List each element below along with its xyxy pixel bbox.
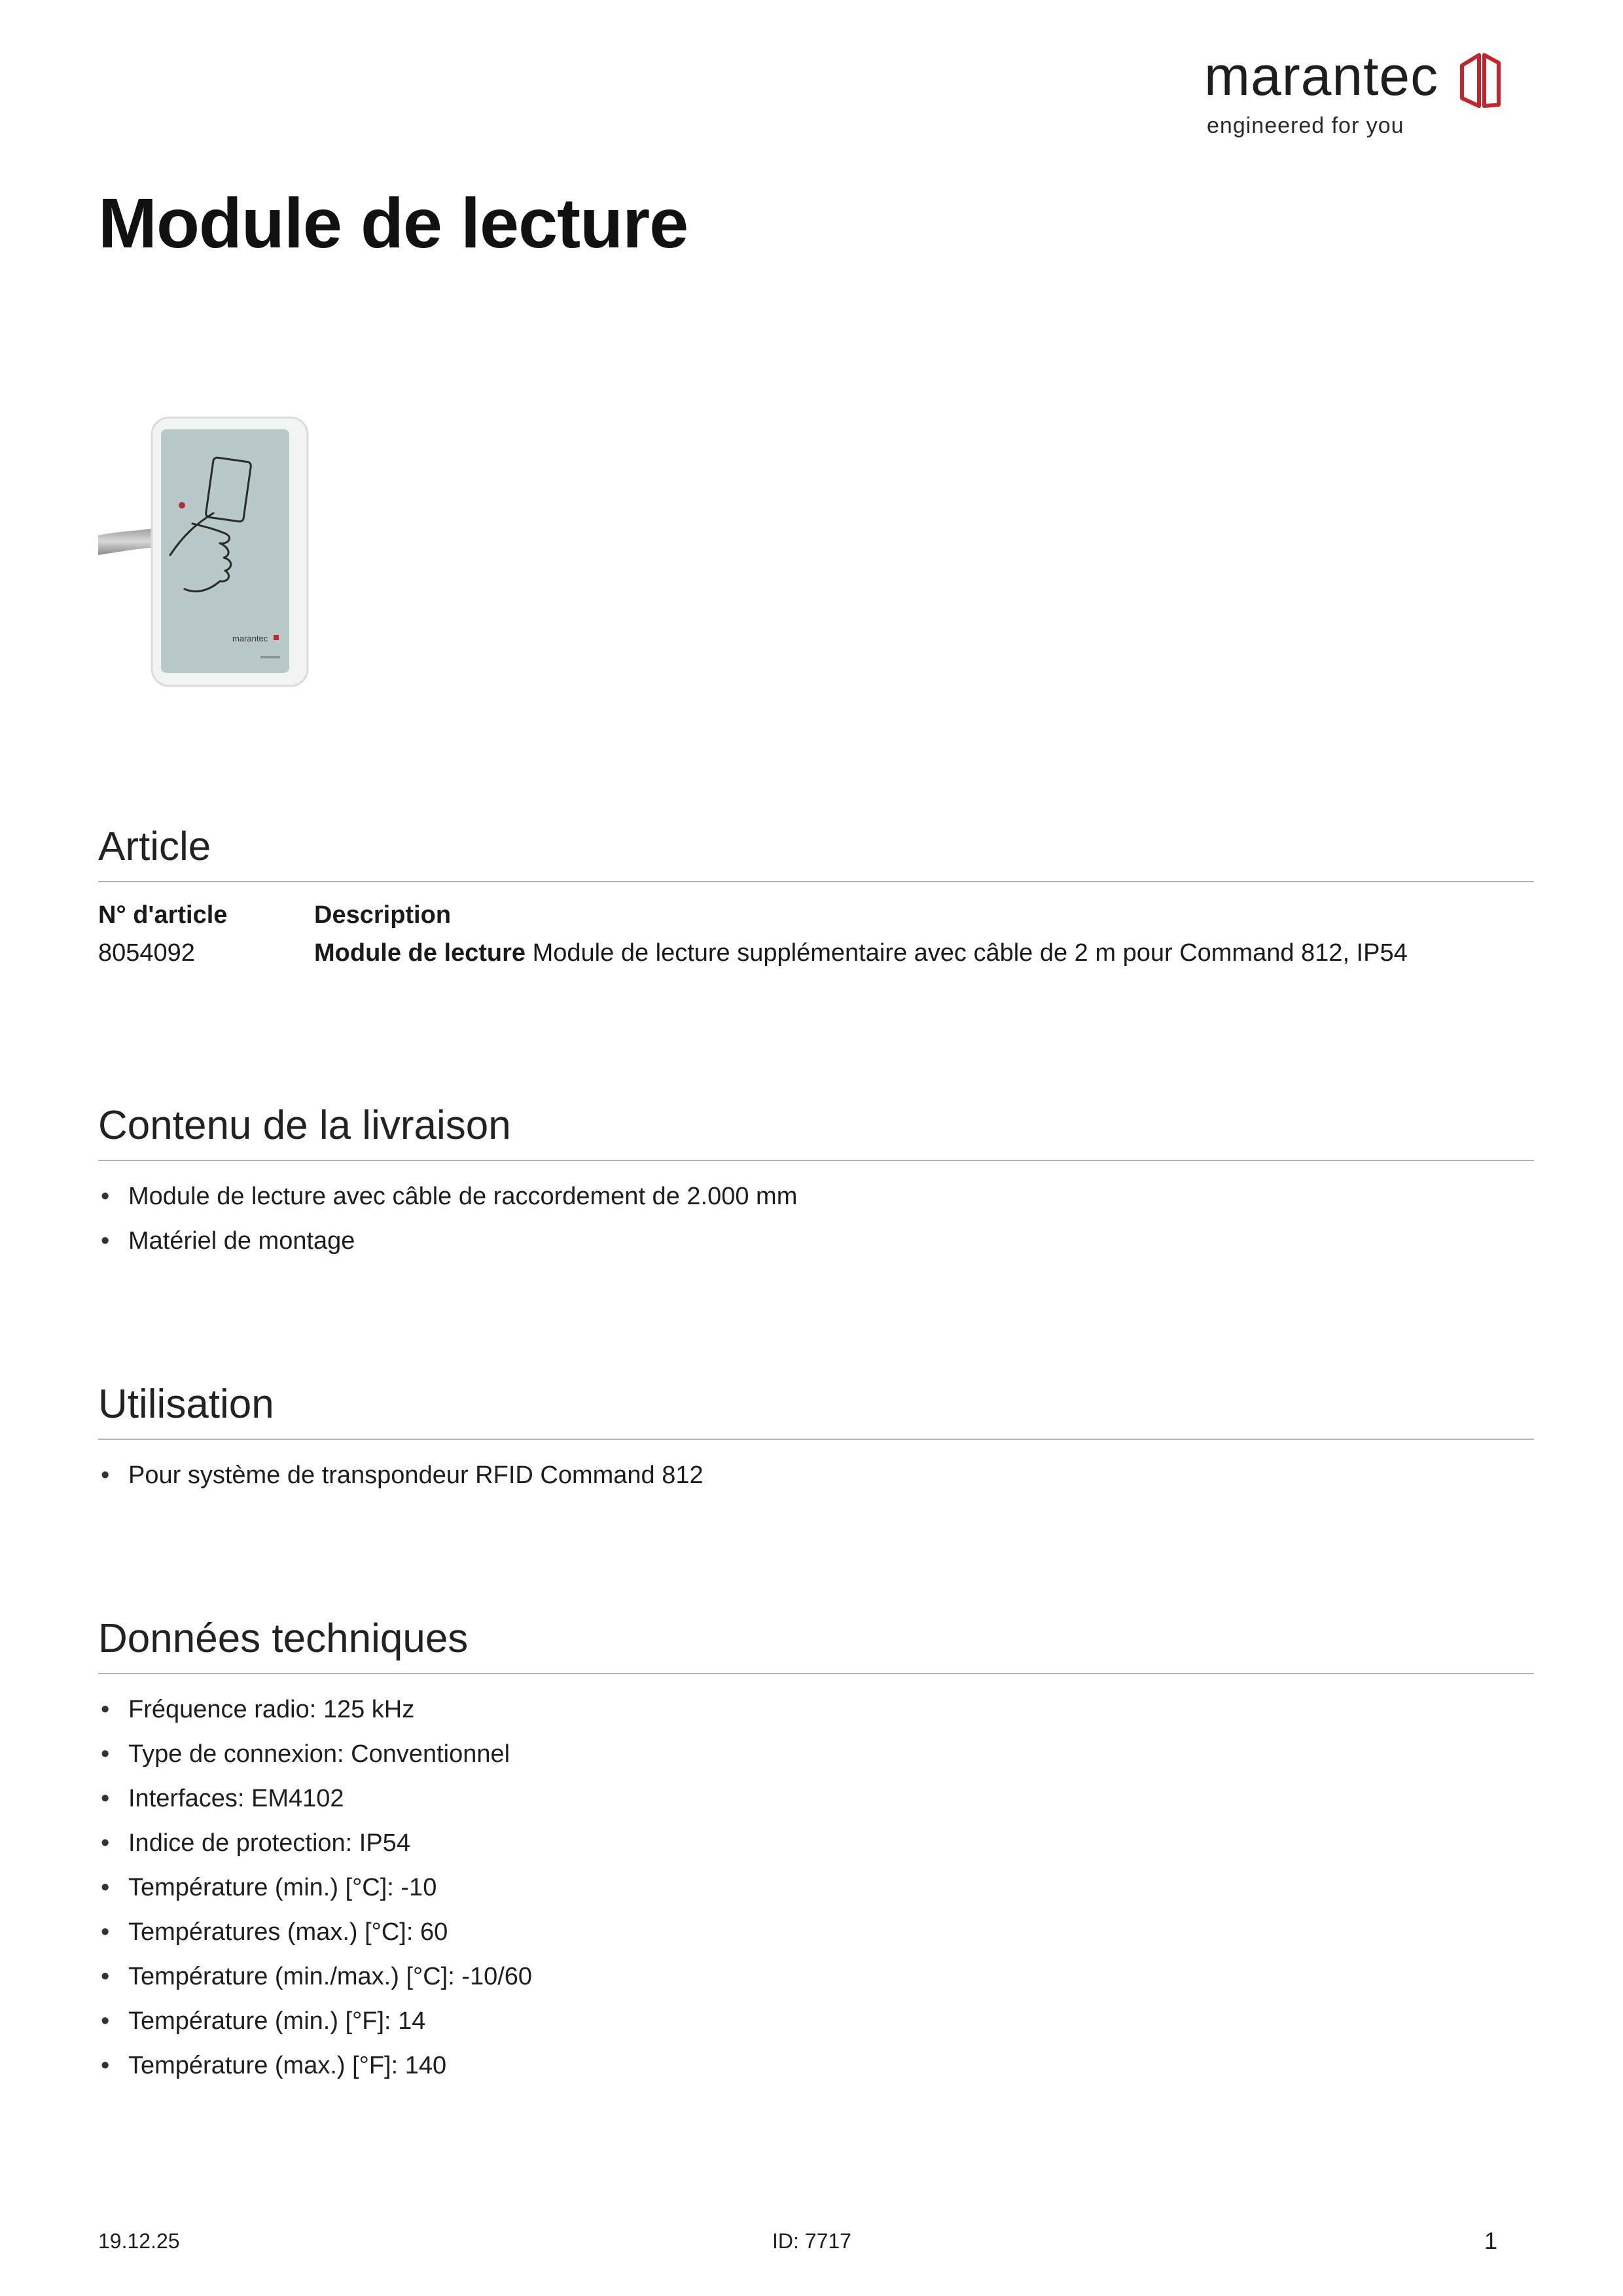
delivery-list [98,1174,1534,1263]
list-item: • Température (max.) [°F]: 140 [98,2043,1534,2088]
footer-date: 19.12.25 [98,2229,180,2253]
page-title: Module de lecture [98,183,688,262]
list-item: • Température (min.) [°C]: -10 [98,1865,1534,1910]
article-description-name: Module de lecture [314,939,526,967]
brand-name: marantec [1204,45,1439,107]
usage-heading: Utilisation [98,1382,274,1427]
article-table [98,897,1534,973]
delivery-section [98,1101,1534,1263]
list-item: • Températures (max.) [°C]: 60 [98,1910,1534,1954]
table-row [98,935,1534,973]
technical-section [98,1614,1534,2088]
list-item: • Interfaces: EM4102 [98,1776,1534,1821]
reader-module-illustration [98,384,347,737]
list-item: • Pour système de transpondeur RFID Command 812 [98,1453,1534,1498]
divider [98,881,1534,882]
divider [98,1160,1534,1161]
divider [98,1673,1534,1674]
col-article-number: N° d'article [98,901,228,929]
technical-list [98,1687,1534,2088]
device-brand-label: marantec [232,634,268,643]
article-number: 8054092 [98,939,195,967]
delivery-heading: Contenu de la livraison [98,1103,511,1148]
brand-logo [1204,43,1505,148]
technical-heading: Données techniques [98,1616,469,1661]
list-item: • Type de connexion: Conventionnel [98,1732,1534,1776]
usage-section [98,1380,1534,1498]
list-item: • Matériel de montage [98,1219,1534,1263]
article-table-header [98,897,1534,935]
product-image [98,384,347,737]
article-section [98,822,1534,973]
list-item: • Module de lecture avec câble de raccordement de 2.000 mm [98,1174,1534,1219]
footer-id: ID: 7717 [772,2229,851,2253]
list-item: • Température (min.) [°F]: 14 [98,1999,1534,2043]
article-description [314,935,1408,971]
brand-tagline: engineered for you [1207,113,1404,138]
article-description-text: Module de lecture supplémentaire avec câble de 2 m pour Command 812, IP54 [532,939,1408,967]
usage-list [98,1453,1534,1498]
brand-mark-icon [1457,46,1504,111]
list-item: • Température (min./max.) [°C]: -10/60 [98,1954,1534,1999]
divider [98,1439,1534,1440]
footer-page-number: 1 [1484,2227,1498,2254]
list-item: • Indice de protection: IP54 [98,1821,1534,1865]
col-description: Description [314,901,452,929]
article-heading: Article [98,824,211,869]
list-item: • Fréquence radio: 125 kHz [98,1687,1534,1732]
